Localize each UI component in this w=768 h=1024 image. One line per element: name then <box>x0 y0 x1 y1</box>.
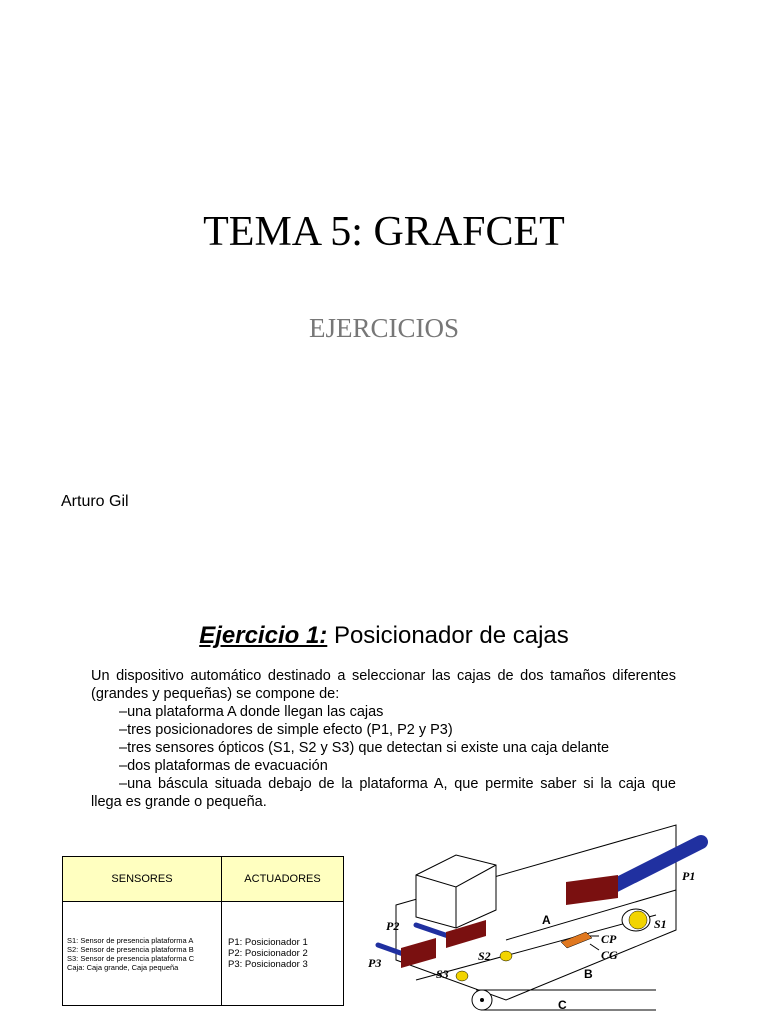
exercise-description <box>91 667 676 811</box>
io-table <box>62 856 344 1006</box>
s3-sensor-icon <box>456 971 468 981</box>
cg-leader <box>590 944 599 950</box>
page-title: TEMA 5: GRAFCET <box>203 209 565 255</box>
list-item: –tres posicionadores de simple efecto (P1, P2 y P3) <box>119 722 453 738</box>
label-cp: CP <box>601 932 617 946</box>
page-subtitle: EJERCICIOS <box>308 313 460 343</box>
box-positioner-diagram <box>356 820 768 1024</box>
label-cg: CG <box>601 948 618 962</box>
exercise-heading <box>0 622 768 650</box>
actuator-entry: P1: Posicionador 1 <box>228 937 308 948</box>
list-item: –una báscula situada debajo de la plataforma A, que permite saber si la caja que <box>119 776 676 792</box>
list-item-continuation: llega es grande o pequeña. <box>91 794 267 810</box>
p1-pusher-plate-icon <box>566 875 618 905</box>
label-platform-c: C <box>558 998 567 1012</box>
sensor-entry: S1: Sensor de presencia plataforma A <box>67 935 194 945</box>
author-name: Arturo Gil <box>61 493 129 510</box>
intro-line: Un dispositivo automático destinado a seleccionar las cajas de dos tamaños diferentes <box>91 668 676 684</box>
label-platform-a: A <box>542 913 551 927</box>
label-p2: P2 <box>386 919 400 933</box>
scale-icon <box>561 932 592 948</box>
s2-sensor-icon <box>500 951 512 961</box>
list-item: –una plataforma A donde llegan las cajas <box>119 704 384 720</box>
actuator-entry: P3: Posicionador 3 <box>228 959 308 970</box>
table-header-actuators: ACTUADORES <box>222 857 344 902</box>
label-s3: S3 <box>436 967 449 981</box>
label-s1: S1 <box>654 917 667 931</box>
label-s2: S2 <box>478 949 491 963</box>
sensor-entry: S2: Sensor de presencia plataforma B <box>67 944 194 954</box>
conveyor-roller-axle-icon <box>480 998 484 1002</box>
p3-pusher-plate-icon <box>401 938 436 968</box>
exercise-label: Ejercicio 1: <box>199 622 328 649</box>
intro-line: (grandes y pequeñas) se compone de: <box>91 686 340 702</box>
exercise-title: Posicionador de cajas <box>327 622 569 649</box>
label-p1: P1 <box>682 869 696 883</box>
list-item: –tres sensores ópticos (S1, S2 y S3) que detectan si existe una caja delante <box>119 740 610 756</box>
s1-sensor-icon <box>629 911 647 929</box>
label-p3: P3 <box>368 956 382 970</box>
sensor-entry: Caja: Caja grande, Caja pequeña <box>67 962 179 972</box>
sensor-entry: S3: Sensor de presencia plataforma C <box>67 953 195 963</box>
actuator-entry: P2: Posicionador 2 <box>228 948 308 959</box>
sensors-cell <box>63 902 222 1006</box>
list-item: –dos plataformas de evacuación <box>119 758 328 774</box>
table-header-sensors: SENSORES <box>63 857 222 902</box>
label-platform-b: B <box>584 967 593 981</box>
actuators-cell <box>222 902 344 1006</box>
